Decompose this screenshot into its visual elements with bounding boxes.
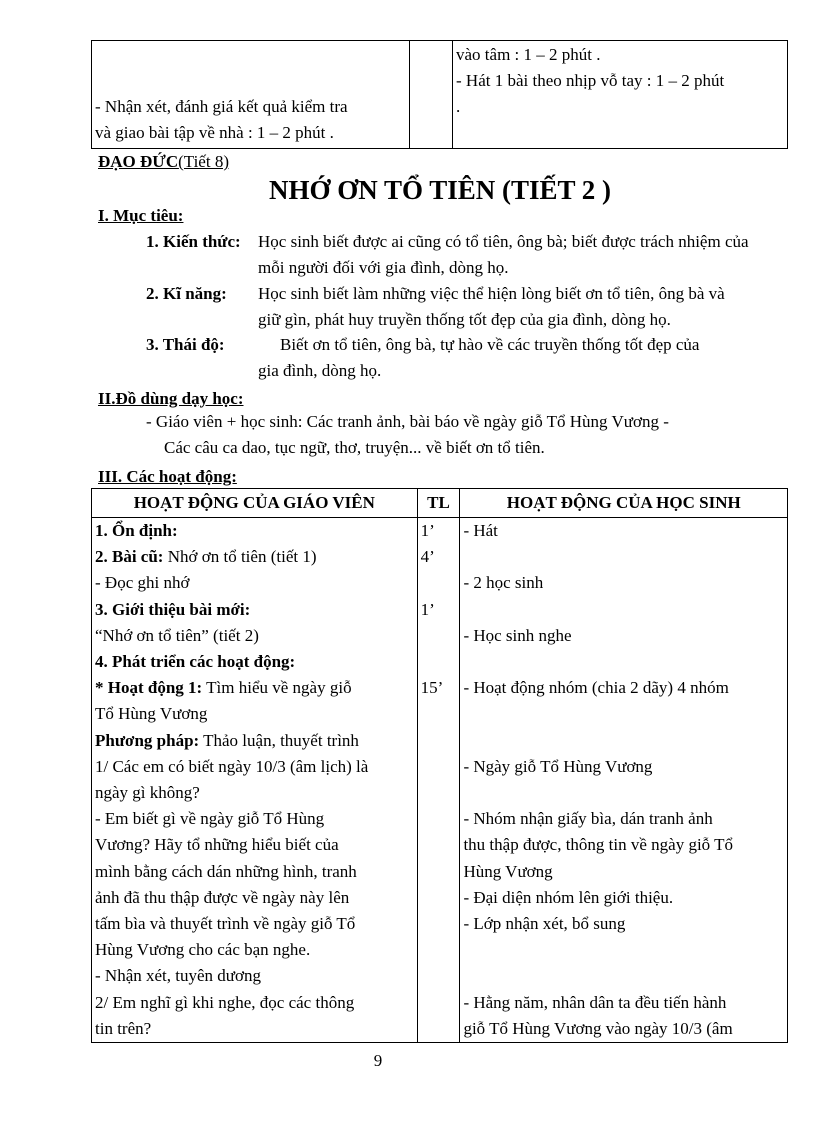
row-label-rest: Thảo luận, thuyết trình	[199, 730, 359, 750]
table-row	[92, 963, 788, 989]
table-row	[92, 911, 788, 937]
materials-line: Các câu ca dao, tục ngữ, thơ, truyện... về biết ơn tổ tiên.	[164, 438, 545, 457]
row-label-prefix: Phương pháp:	[95, 730, 200, 750]
objective-label-skills: 2. Kĩ năng:	[146, 284, 227, 303]
row-time	[417, 649, 460, 675]
row-teacher: Tổ Hùng Vương	[92, 701, 418, 727]
objective-line: Học sinh biết làm những việc thể hiện lòng biết ơn tổ tiên, ông bà và	[258, 284, 725, 303]
row-teacher	[92, 675, 418, 701]
header-teacher: HOẠT ĐỘNG CỦA GIÁO VIÊN	[92, 489, 418, 518]
row-teacher: ngày gì không?	[92, 780, 418, 806]
table-row	[92, 518, 788, 545]
header-student: HOẠT ĐỘNG CỦA HỌC SINH	[460, 489, 788, 518]
row-student	[460, 937, 788, 963]
page-title: NHỚ ƠN TỔ TIÊN (TIẾT 2 )	[268, 175, 612, 205]
row-time	[417, 780, 460, 806]
row-time: 15’	[417, 675, 460, 701]
row-teacher: 2/ Em nghĩ gì khi nghe, đọc các thông	[92, 990, 418, 1016]
top-right-line: .	[456, 97, 461, 116]
row-label-prefix: * Hoạt động 1:	[95, 678, 203, 698]
row-time	[417, 754, 460, 780]
objective-skills	[258, 281, 778, 333]
row-teacher: 4. Phát triển các hoạt động:	[92, 649, 418, 675]
row-student	[460, 728, 788, 754]
table-row	[92, 859, 788, 885]
row-time	[417, 728, 460, 754]
table-row	[92, 937, 788, 963]
top-table-left-cell	[92, 41, 410, 149]
top-table-time-cell	[410, 41, 453, 149]
table-row	[92, 806, 788, 832]
section1-heading: I. Mục tiêu:	[98, 206, 184, 225]
section3-heading: III. Các hoạt động:	[98, 467, 237, 486]
row-student: giỗ Tổ Hùng Vương vào ngày 10/3 (âm	[460, 1016, 788, 1043]
row-student: Hùng Vương	[460, 859, 788, 885]
row-time	[417, 990, 460, 1016]
row-time: 4’	[417, 544, 460, 570]
header-time: TL	[417, 489, 460, 518]
row-student	[460, 780, 788, 806]
row-time	[417, 1016, 460, 1043]
row-student	[460, 649, 788, 675]
row-student: - Ngày giỗ Tổ Hùng Vương	[460, 754, 788, 780]
table-row	[92, 570, 788, 596]
activities-table	[91, 488, 788, 1043]
objective-line: giữ gìn, phát huy truyền thống tốt đẹp của gia đình, dòng họ.	[258, 310, 671, 329]
top-left-line	[95, 68, 406, 94]
row-time: 1’	[417, 597, 460, 623]
table-header-row	[92, 489, 788, 518]
row-student	[460, 701, 788, 727]
table-row	[92, 675, 788, 701]
row-teacher: mình bằng cách dán những hình, tranh	[92, 859, 418, 885]
row-teacher	[92, 728, 418, 754]
row-teacher: Vương? Hãy tổ những hiểu biết của	[92, 832, 418, 858]
row-time	[417, 911, 460, 937]
row-label-prefix: 2. Bài cũ:	[95, 547, 164, 567]
row-teacher: Hùng Vương cho các bạn nghe.	[92, 937, 418, 963]
objective-attitude	[258, 332, 778, 384]
row-time	[417, 832, 460, 858]
row-time	[417, 859, 460, 885]
section2-heading: II.Đồ dùng dạy học:	[98, 389, 244, 408]
row-teacher: - Nhận xét, tuyên dương	[92, 963, 418, 989]
row-teacher: ảnh đã thu thập được về ngày này lên	[92, 885, 418, 911]
objective-knowledge	[258, 229, 778, 281]
row-teacher: - Đọc ghi nhớ	[92, 570, 418, 596]
objective-line: Học sinh biết được ai cũng có tổ tiên, ông bà; biết được trách nhiệm của	[258, 232, 749, 251]
row-time	[417, 937, 460, 963]
table-row	[92, 544, 788, 570]
table-row	[92, 597, 788, 623]
row-student: - Nhóm nhận giấy bìa, dán tranh ảnh	[460, 806, 788, 832]
row-teacher: - Em biết gì về ngày giỗ Tổ Hùng	[92, 806, 418, 832]
materials	[146, 409, 786, 461]
top-table-right-cell	[453, 41, 788, 149]
table-row	[92, 701, 788, 727]
table-row	[92, 623, 788, 649]
table-row	[92, 754, 788, 780]
top-left-line: - Nhận xét, đánh giá kết quả kiểm tra	[95, 97, 348, 116]
row-time	[417, 623, 460, 649]
top-left-line	[95, 42, 406, 68]
row-time	[417, 570, 460, 596]
top-left-line: và giao bài tập về nhà : 1 – 2 phút .	[95, 123, 334, 142]
row-time	[417, 963, 460, 989]
row-label-rest: Nhớ ơn tổ tiên (tiết 1)	[163, 547, 317, 567]
row-time	[417, 885, 460, 911]
row-teacher	[92, 544, 418, 570]
row-teacher: 1/ Các em có biết ngày 10/3 (âm lịch) là	[92, 754, 418, 780]
row-student: - Đại diện nhóm lên giới thiệu.	[460, 885, 788, 911]
row-student: - Lớp nhận xét, bổ sung	[460, 911, 788, 937]
subject-heading	[98, 150, 229, 174]
row-time: 1’	[417, 518, 460, 545]
row-student: - Hát	[460, 518, 788, 545]
row-student: - Học sinh nghe	[460, 623, 788, 649]
table-row	[92, 780, 788, 806]
row-label-rest: Tìm hiểu về ngày giỗ	[202, 678, 352, 698]
top-table	[91, 40, 788, 149]
top-right-line: - Hát 1 bài theo nhịp vỗ tay : 1 – 2 phút	[456, 71, 725, 90]
objective-label-knowledge: 1. Kiến thức:	[146, 232, 241, 251]
table-row	[92, 832, 788, 858]
table-row	[92, 885, 788, 911]
row-student: thu thập được, thông tin về ngày giỗ Tổ	[460, 832, 788, 858]
row-student	[460, 544, 788, 570]
row-student	[460, 597, 788, 623]
objective-line: mỗi người đối với gia đình, dòng họ.	[258, 258, 509, 277]
materials-line: - Giáo viên + học sinh: Các tranh ảnh, bài báo về ngày giỗ Tổ Hùng Vương -	[146, 412, 669, 431]
objective-label-attitude: 3. Thái độ:	[146, 335, 225, 354]
row-student: - Hằng năm, nhân dân ta đều tiến hành	[460, 990, 788, 1016]
subject-name: ĐẠO ĐỨC	[98, 152, 179, 171]
page-number: 9	[373, 1051, 383, 1070]
row-teacher: 3. Giới thiệu bài mới:	[92, 597, 418, 623]
row-student: - 2 học sinh	[460, 570, 788, 596]
row-teacher: “Nhớ ơn tổ tiên” (tiết 2)	[92, 623, 418, 649]
table-row	[92, 649, 788, 675]
row-teacher: 1. Ổn định:	[92, 518, 418, 545]
subject-lesson: (Tiết 8)	[178, 152, 229, 171]
table-row	[92, 990, 788, 1016]
row-student	[460, 963, 788, 989]
table-row	[92, 1016, 788, 1043]
row-teacher: tin trên?	[92, 1016, 418, 1043]
objective-line: gia đình, dòng họ.	[258, 361, 382, 380]
row-time	[417, 701, 460, 727]
objective-line: Biết ơn tổ tiên, ông bà, tự hào về các truyền thống tốt đẹp của	[280, 335, 700, 354]
row-time	[417, 806, 460, 832]
row-student: - Hoạt động nhóm (chia 2 dãy) 4 nhóm	[460, 675, 788, 701]
table-row	[92, 728, 788, 754]
top-right-line: vào tâm : 1 – 2 phút .	[456, 45, 601, 64]
row-teacher: tấm bìa và thuyết trình về ngày giỗ Tổ	[92, 911, 418, 937]
